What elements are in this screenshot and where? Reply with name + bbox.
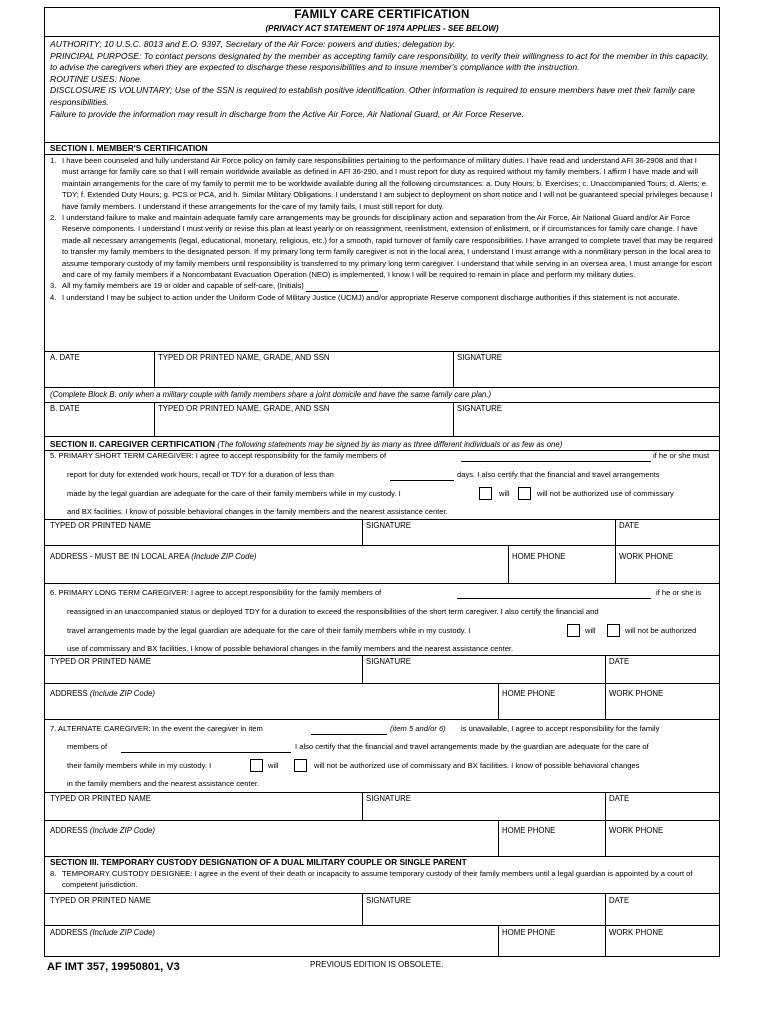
item-6-will-not-checkbox[interactable] bbox=[607, 624, 620, 637]
item-8-home-phone-label: HOME PHONE bbox=[502, 928, 556, 937]
item-6-line-1-end: if he or she is bbox=[656, 588, 702, 597]
item-5-date-label: DATE bbox=[619, 521, 640, 530]
section-2-heading bbox=[50, 439, 562, 449]
divider bbox=[605, 820, 606, 856]
item-7-line-1-end: is unavailable, I agree to accept responsibility for the family bbox=[461, 724, 660, 733]
item-number: 4. bbox=[50, 292, 57, 302]
item-number: 8. bbox=[50, 869, 57, 878]
item-5-will-checkbox[interactable] bbox=[479, 487, 492, 500]
item-7-item-field[interactable] bbox=[311, 725, 387, 735]
item-7-address-note: (Include ZIP Code) bbox=[89, 826, 156, 835]
privacy-header: (PRIVACY ACT STATEMENT OF 1974 APPLIES - SEE BELOW) bbox=[265, 24, 499, 33]
item-7-line-1-mid: (item 5 and/or 6) bbox=[390, 724, 446, 733]
item-5-line-2-end: days. I also certify that the financial and travel arrangements bbox=[457, 470, 660, 479]
block-b-note: (Complete Block B. only when a military couple with family members share a joint domicile and have the same family care plan.) bbox=[50, 390, 492, 399]
item-6-home-phone-label: HOME PHONE bbox=[502, 689, 556, 698]
block-b-date-label: B. DATE bbox=[50, 404, 80, 413]
item-number: 1. bbox=[50, 156, 57, 165]
disclosure-text: DISCLOSURE IS VOLUNTARY; Use of the SSN is required to establish positive identification. Other information is required to ensure members have met their family care responsibilities. bbox=[50, 85, 695, 107]
item-7-member-name-field[interactable] bbox=[121, 743, 291, 753]
item-8-name-label: TYPED OR PRINTED NAME bbox=[50, 896, 151, 905]
item-6-line-1: 6. PRIMARY LONG TERM CAREGIVER: I agree to accept responsibility for the family members of bbox=[50, 588, 382, 597]
divider bbox=[362, 792, 363, 820]
block-a-signature-label: SIGNATURE bbox=[457, 353, 502, 362]
item-7-line-3: their family members while in my custody. I bbox=[67, 761, 212, 770]
failure-text: Failure to provide the information may result in discharge from the Active Air Force, Air National Guard, or Air Force Reserve. bbox=[50, 108, 524, 119]
list-item bbox=[50, 280, 713, 291]
list-item bbox=[50, 155, 713, 212]
item-5-work-phone-label: WORK PHONE bbox=[619, 552, 674, 561]
divider bbox=[154, 402, 155, 436]
divider bbox=[45, 583, 719, 584]
item-6-line-3-end: will not be authorized bbox=[625, 626, 697, 635]
divider bbox=[362, 893, 363, 925]
divider bbox=[615, 519, 616, 545]
item-text: I understand I may be subject to action under the Uniform Code of Military Justice (UCMJ) and/or appropriate Reserve component discharge authorities if this statement is not accurate. bbox=[62, 292, 680, 302]
item-7-line-2: members of bbox=[67, 742, 108, 751]
item-6-member-name-field[interactable] bbox=[457, 589, 651, 599]
item-5-line-3: made by the legal guardian are adequate for the care of their family members while in my custody. I bbox=[67, 489, 401, 498]
item-7-home-phone-label: HOME PHONE bbox=[502, 826, 556, 835]
item-8-address-text: ADDRESS bbox=[50, 928, 88, 937]
item-5-will-not-checkbox[interactable] bbox=[518, 487, 531, 500]
family-care-form bbox=[44, 7, 720, 957]
item-number: 3. bbox=[50, 281, 57, 291]
item-6-address-label bbox=[50, 689, 155, 698]
item-6-line-4: use of commissary and BX facilities. I know of possible behavioral changes in the family members and the nearest assistance center. bbox=[67, 644, 514, 653]
form-title: FAMILY CARE CERTIFICATION bbox=[294, 9, 470, 21]
item-text: I understand failure to make and maintain adequate family care arrangements may be grounds for disciplinary action and separation from the Air Force, Air National Guard and/or Air Force Reserve components. I understand I must verify or revise this plan at least yearly or on reassignment, reenlistment, extension of enlistment, or if circumstances for family care change. I have made all necessary arrangements (legal, educational, monetary, religious, etc.) for a smooth, rapid turnover of family care responsibilities. I have arranged to complete travel that may be required to transfer my family members to the designated person. If my primary long term family caregiver is not in the local area, I understand I must arrange with a nonmilitary person in the local area to assume temporary custody of my family members until responsibility is transferred to my primary long term caregiver. I understand that while serving in an oversea area, I must arrange for escort and care of my family members if a Noncombatant Evacuation Operation (NEO) is implemented, I know I will be required to remain in place and perform my military duties. bbox=[62, 213, 713, 280]
divider bbox=[605, 925, 606, 957]
authority-text: AUTHORITY; 10 U.S.C. 8013 and E.O. 9397, Secretary of the Air Force: powers and duties; delegation by. bbox=[50, 39, 456, 49]
item-text: All my family members are 19 or older and capable of self-care, (Initials) bbox=[62, 281, 304, 291]
divider bbox=[615, 545, 616, 583]
item-6-will-checkbox[interactable] bbox=[567, 624, 580, 637]
divider bbox=[45, 893, 719, 894]
item-6-work-phone-label: WORK PHONE bbox=[609, 689, 664, 698]
item-text: TEMPORARY CUSTODY DESIGNEE: I agree in the event of their death or incapacity to assume temporary custody of their family members until a legal guardian is appointed by a court of competent jurisdiction. bbox=[62, 869, 693, 890]
item-8-work-phone-label: WORK PHONE bbox=[609, 928, 664, 937]
item-7-line-2-end: I also certify that the financial and travel arrangements made by the guardian are adequate for the care of bbox=[295, 742, 649, 751]
item-5-address-text: ADDRESS - MUST BE IN LOCAL AREA bbox=[50, 552, 190, 561]
item-7-date-label: DATE bbox=[609, 794, 630, 803]
item-6-date-label: DATE bbox=[609, 657, 630, 666]
divider bbox=[605, 655, 606, 683]
item-8-address-note: (Include ZIP Code) bbox=[89, 928, 156, 937]
item-7-work-phone-label: WORK PHONE bbox=[609, 826, 664, 835]
privacy-statement bbox=[50, 39, 714, 120]
section-2-note: (The following statements may be signed by as many as three different individuals or as few as one) bbox=[217, 440, 563, 449]
item-5-line-3-end: will not be authorized use of commissary bbox=[537, 489, 674, 498]
divider bbox=[498, 925, 499, 957]
list-item bbox=[50, 868, 713, 891]
item-5-line-4: and BX facilities. I know of possible behavioral changes in the family members and the nearest assistance center. bbox=[67, 507, 448, 516]
divider bbox=[498, 683, 499, 719]
divider bbox=[45, 436, 719, 437]
divider bbox=[498, 820, 499, 856]
item-8-signature-label: SIGNATURE bbox=[366, 896, 411, 905]
section-1-items bbox=[50, 155, 713, 303]
block-a-date-label: A. DATE bbox=[50, 353, 80, 362]
item-7-name-label: TYPED OR PRINTED NAME bbox=[50, 794, 151, 803]
principal-purpose-text: PRINCIPAL PURPOSE: To contact persons designated by the member as accepting family care responsibility, to verify their willingness to act for the member in this capacity, to advise the caregivers when they are expected to discharge these responsibilities and to insure member's compliance with the instruction. bbox=[50, 50, 709, 73]
divider bbox=[154, 351, 155, 387]
item-6-address-text: ADDRESS bbox=[50, 689, 88, 698]
divider bbox=[508, 545, 509, 583]
section-3-heading: SECTION III. TEMPORARY CUSTODY DESIGNATION OF A DUAL MILITARY COUPLE OR SINGLE PARENT bbox=[50, 857, 467, 867]
divider bbox=[45, 545, 719, 546]
item-5-line-1: 5. PRIMARY SHORT TERM CAREGIVER: I agree to accept responsibility for the family members of bbox=[50, 451, 387, 460]
item-7-signature-label: SIGNATURE bbox=[366, 794, 411, 803]
section-3-items bbox=[50, 868, 713, 891]
item-7-line-3-end: will not be authorized use of commissary and BX facilities. I know of possible behavioral changes bbox=[314, 761, 640, 770]
initials-field[interactable] bbox=[306, 282, 378, 292]
item-5-signature-label: SIGNATURE bbox=[366, 521, 411, 530]
divider bbox=[605, 683, 606, 719]
item-7-line-1: 7. ALTERNATE CAREGIVER: In the event the caregiver in item bbox=[50, 724, 263, 733]
divider bbox=[453, 402, 454, 436]
item-6-signature-label: SIGNATURE bbox=[366, 657, 411, 666]
divider bbox=[45, 683, 719, 684]
divider bbox=[45, 792, 719, 793]
item-5-name-label: TYPED OR PRINTED NAME bbox=[50, 521, 151, 530]
divider bbox=[362, 655, 363, 683]
block-b-signature-label: SIGNATURE bbox=[457, 404, 502, 413]
divider bbox=[605, 792, 606, 820]
divider bbox=[45, 519, 719, 520]
item-5-will-label: will bbox=[499, 489, 510, 498]
item-5-days-field[interactable] bbox=[390, 471, 454, 481]
divider bbox=[45, 925, 719, 926]
form-id: AF IMT 357, 19950801, V3 bbox=[47, 961, 180, 973]
obsolete-note: PREVIOUS EDITION IS OBSOLETE. bbox=[310, 960, 444, 969]
routine-uses-text: ROUTINE USES: None. bbox=[50, 73, 143, 84]
item-number: 2. bbox=[50, 213, 57, 223]
item-6-will-label: will bbox=[585, 626, 596, 635]
block-b-name-label: TYPED OR PRINTED NAME, GRADE, AND SSN bbox=[158, 404, 330, 413]
item-7-line-4: in the family members and the nearest assistance center. bbox=[67, 779, 260, 788]
item-7-address-label bbox=[50, 826, 155, 835]
divider bbox=[605, 893, 606, 925]
item-8-date-label: DATE bbox=[609, 896, 630, 905]
divider bbox=[45, 387, 719, 388]
divider bbox=[45, 36, 719, 37]
section-1-heading: SECTION I. MEMBER'S CERTIFICATION bbox=[50, 143, 208, 153]
item-8-address-label bbox=[50, 928, 155, 937]
item-5-line-1-end: if he or she must bbox=[653, 451, 710, 460]
divider bbox=[45, 820, 719, 821]
item-5-home-phone-label: HOME PHONE bbox=[512, 552, 566, 561]
item-5-address-note: (Include ZIP Code) bbox=[191, 552, 257, 561]
list-item bbox=[50, 212, 713, 280]
item-7-will-checkbox[interactable] bbox=[250, 759, 263, 772]
item-6-line-3: travel arrangements made by the legal guardian are adequate for the care of their family members while in my custody. I bbox=[67, 626, 471, 635]
item-6-address-note: (Include ZIP Code) bbox=[89, 689, 156, 698]
divider bbox=[45, 351, 719, 352]
list-item bbox=[50, 292, 713, 303]
item-7-will-label: will bbox=[268, 761, 279, 770]
divider bbox=[362, 519, 363, 545]
item-5-member-name-field[interactable] bbox=[461, 452, 651, 462]
item-text: I have been counseled and fully understand Air Force policy on family care responsibilities pertaining to the performance of military duties. I have read and understand AFI 36-2908 and that I must arrange for family care so that I will remain worldwide available as defined in AFI 36-290, and I must report for duty as required without my family members. I affirm I have made and will maintain arrangements for the care of my family to permit me to be worldwide available during all the following circumstances: a. Duty Hours; b. Exercises; c. Unaccompanied Tours; d. Alerts; e. TDY; f. Extended Duty Hours; g. PCS or PCA, and h. Similar Military Obligations. I understand I am subject to deployment on short notice and I will not be guaranteed special privileges because I have family members. I understand if these arrangements for the care of my family fails, I must still report for duty. bbox=[62, 156, 713, 211]
item-5-line-2: report for duty for extended work hours, recall or TDY for a duration of less than bbox=[67, 470, 334, 479]
item-6-line-2: reassigned in an unaccompanied status or deployed TDY for a duration to exceed the responsibilities of the short term caregiver. I also certify the financial and bbox=[67, 607, 599, 616]
divider bbox=[45, 402, 719, 403]
item-7-will-not-checkbox[interactable] bbox=[294, 759, 307, 772]
section-2-title: SECTION II. CAREGIVER CERTIFICATION bbox=[50, 439, 216, 449]
item-5-address-label bbox=[50, 552, 256, 561]
item-6-name-label: TYPED OR PRINTED NAME bbox=[50, 657, 151, 666]
divider bbox=[453, 351, 454, 387]
block-a-name-label: TYPED OR PRINTED NAME, GRADE, AND SSN bbox=[158, 353, 330, 362]
divider bbox=[45, 719, 719, 720]
item-7-address-text: ADDRESS bbox=[50, 826, 88, 835]
divider bbox=[45, 655, 719, 656]
